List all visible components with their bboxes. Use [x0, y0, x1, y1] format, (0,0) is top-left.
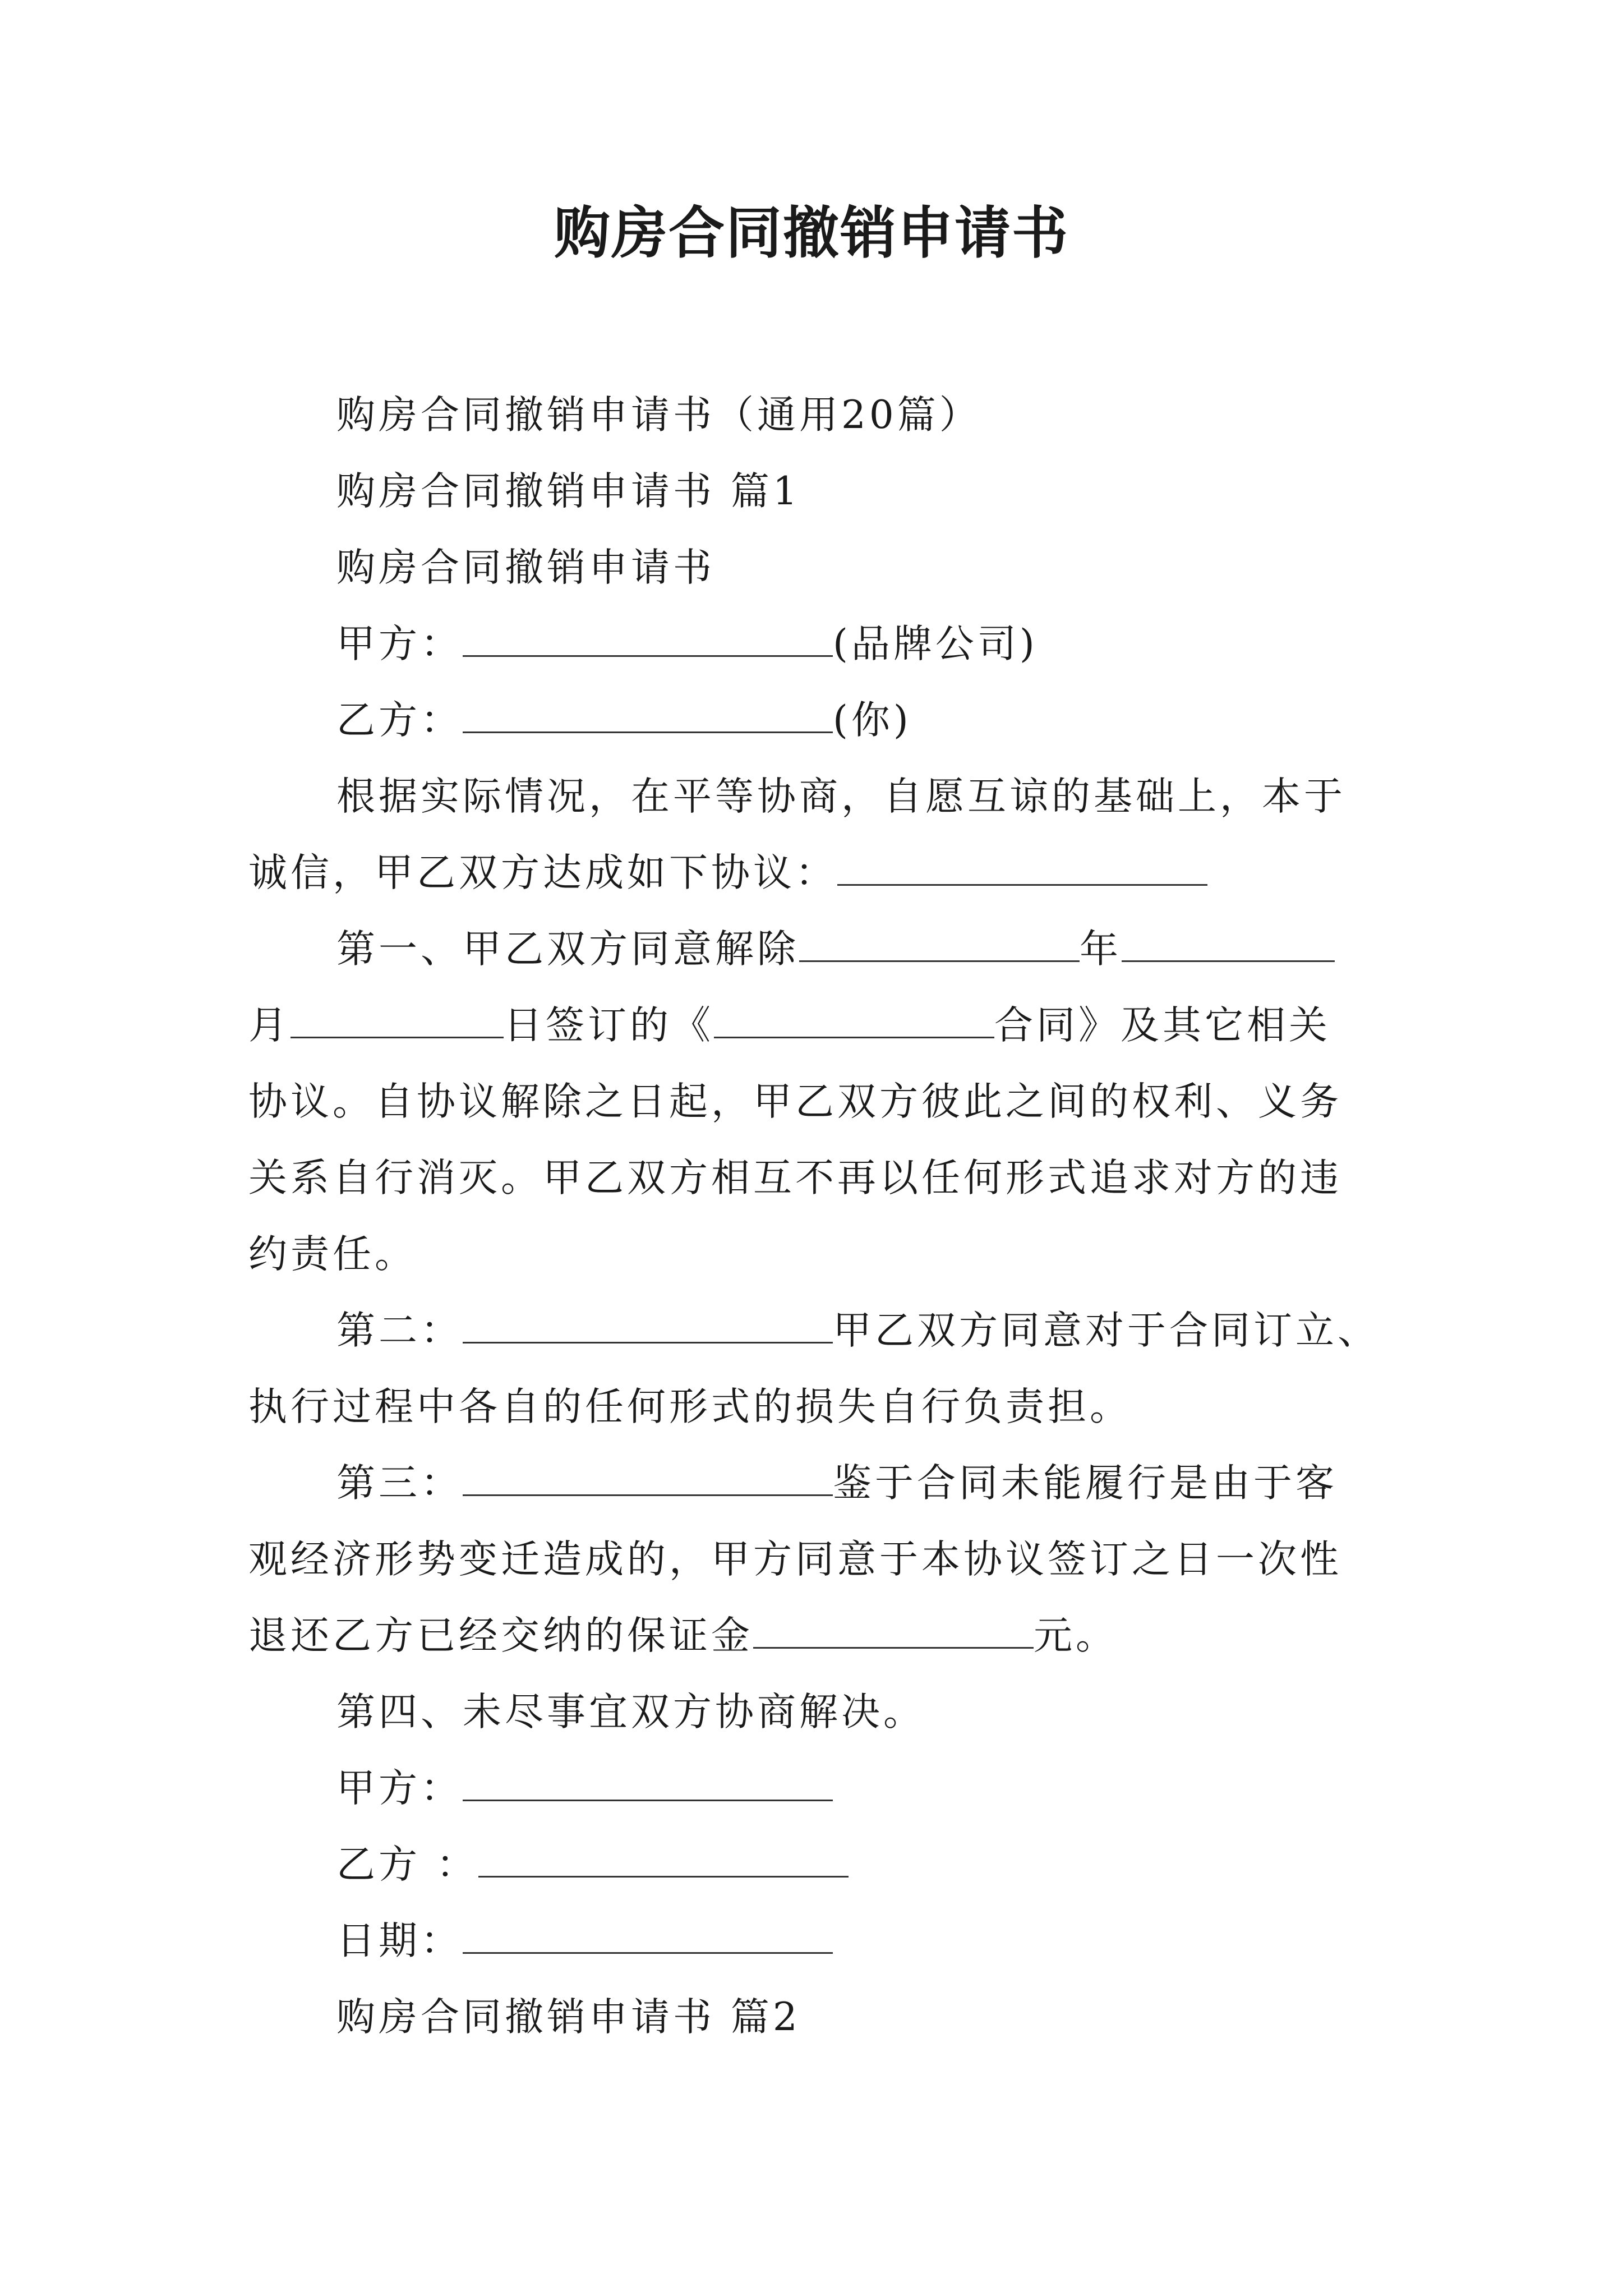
clause2-label: 第二： [336, 1308, 463, 1353]
clause2-line-1 [336, 1303, 1380, 1359]
party-b-blank [463, 731, 833, 733]
sign-party-a-label: 甲方： [336, 1766, 463, 1811]
clause1-month-label: 月 [248, 1003, 291, 1048]
clause1-year-blank [799, 960, 1080, 962]
clause3-deposit-text: 退还乙方已经交纳的保证金 [248, 1613, 753, 1658]
clause1-contract-label: 合同》及其它相关 [994, 1003, 1331, 1048]
clause3-line-2: 观经济形势变迁造成的，甲方同意于本协议签订之日一次性 [248, 1537, 1342, 1582]
document-subtitle: 购房合同撤销申请书（通用20篇） [336, 393, 981, 438]
party-a-line [336, 616, 1038, 672]
clause3-label: 第三： [336, 1461, 463, 1506]
clause1-line-3: 协议。自协议解除之日起，甲乙双方彼此之间的权利、义务 [248, 1079, 1342, 1124]
clause2-text: 甲乙双方同意对于合同订立、 [833, 1308, 1380, 1353]
clause3-text: 鉴于合同未能履行是由于客 [833, 1461, 1338, 1506]
clause1-line-1 [336, 921, 1335, 977]
party-a-label: 甲方： [336, 622, 463, 666]
sign-party-a-line [336, 1760, 833, 1816]
sign-party-b-line [336, 1837, 849, 1893]
party-b-note: (你) [833, 698, 912, 743]
sign-date-line [336, 1913, 833, 1969]
sign-party-a-blank [463, 1799, 833, 1801]
party-b-label: 乙方： [336, 698, 463, 743]
clause4-line: 第四、未尽事宜双方协商解决。 [336, 1690, 925, 1734]
sign-party-b-label: 乙方 ： [336, 1842, 478, 1887]
deposit-amount-blank [753, 1646, 1034, 1649]
clause3-line-1 [336, 1455, 1338, 1511]
sign-date-label: 日期： [336, 1918, 463, 1963]
section2-heading: 购房合同撤销申请书 篇2 [336, 1995, 801, 2040]
clause1-line-4: 关系自行消灭。甲乙双方相互不再以任何形式追求对方的违 [248, 1156, 1342, 1200]
clause1-contract-blank [714, 1036, 994, 1038]
clause3-unit: 元。 [1034, 1613, 1118, 1658]
clause1-day-blank [291, 1036, 504, 1038]
clause1-day-label: 日签订的《 [504, 1003, 714, 1048]
party-a-blank [463, 655, 833, 657]
intro-blank [837, 884, 1207, 886]
clause1-line-2 [248, 997, 1331, 1053]
party-b-line [336, 692, 912, 748]
clause2-blank [463, 1341, 833, 1343]
intro-line-1: 根据实际情况，在平等协商，自愿互谅的基础上，本于 [336, 774, 1346, 819]
section1-title: 购房合同撤销申请书 [336, 545, 715, 590]
clause1-year-label: 年 [1080, 927, 1122, 972]
clause3-blank [463, 1494, 833, 1496]
document-title: 购房合同撤销申请书 [554, 200, 1069, 266]
intro-line-2 [248, 845, 1207, 901]
party-a-note: (品牌公司) [833, 622, 1038, 666]
clause1-line-5: 约责任。 [248, 1232, 417, 1277]
section1-heading: 购房合同撤销申请书 篇1 [336, 469, 801, 514]
clause1-month-blank [1122, 960, 1335, 962]
clause3-line-3 [248, 1608, 1118, 1664]
clause1-text-a: 第一、甲乙双方同意解除 [336, 927, 799, 972]
intro-line-2-text: 诚信，甲乙双方达成如下协议： [248, 850, 837, 895]
sign-date-blank [463, 1952, 833, 1954]
sign-party-b-blank [478, 1875, 849, 1878]
clause2-line-2: 执行过程中各自的任何形式的损失自行负责担。 [248, 1384, 1132, 1429]
